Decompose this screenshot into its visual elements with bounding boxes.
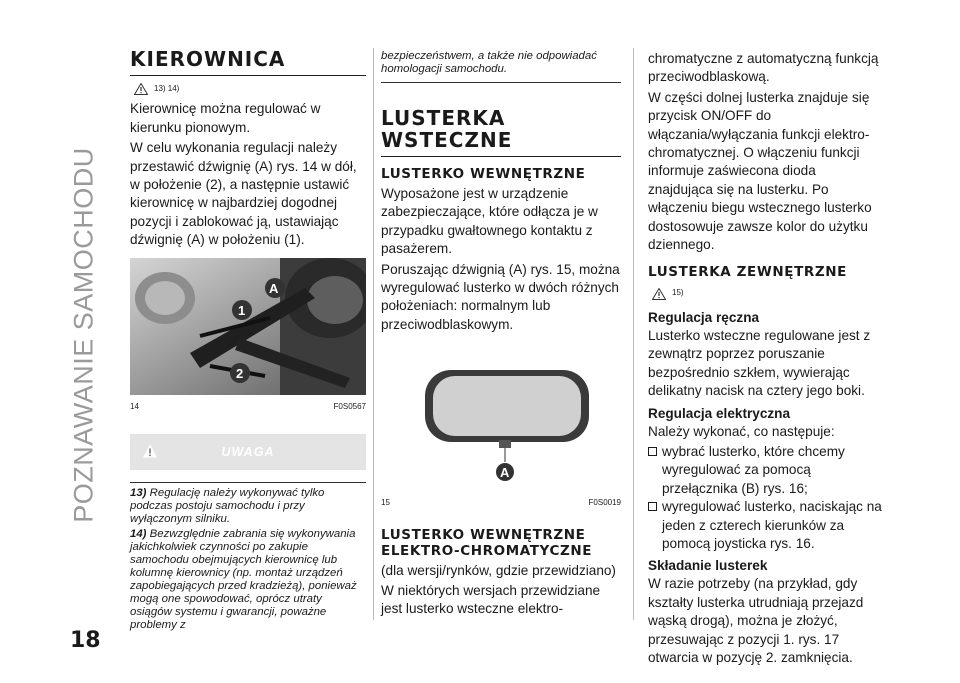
figure-number: 14 (130, 401, 139, 411)
callout-label-1: 1 (238, 302, 246, 318)
steering-column-illustration (130, 258, 366, 395)
column-exterior-mirrors (648, 50, 884, 669)
section-heading-exterior-mirrors: LUSTERKA ZEWNĘTRZNE (648, 264, 847, 281)
subheading-manual-adjust: Regulacja ręczna (648, 309, 760, 325)
subheading-folding: Składanie lusterek (648, 558, 768, 574)
note-number: 13) (130, 487, 147, 500)
callout-label-a: A (500, 465, 510, 481)
paragraph: chromatyczne z automatyczną funkcją przeciwodblaskową. (648, 51, 879, 85)
warning-notes (130, 482, 366, 632)
paragraph: Kierownicę można regulować w kierunku pionowym. (130, 101, 321, 135)
column-separator (633, 48, 634, 620)
note-text: Regulację należy wykonywać tylko podczas postoju samochodu i przy wyłączonym silniku. (130, 487, 325, 526)
heading-rule (381, 156, 621, 157)
list-item: wybrać lusterko, które chcemy wyregulować za pomocą przełącznika (B) rys. 16; (648, 443, 884, 498)
paragraph: W razie potrzeby (na przykład, gdy kształty lusterka utrudniają przejazd wąską drogą), można je złożyć, przesuwając z pozycji 1. rys. 17 otwarcia w pozycję 2. zamknięcia. (648, 576, 864, 665)
warning-triangle-icon (652, 288, 666, 300)
warning-refs: 15) (652, 284, 884, 302)
warning-box-header (130, 434, 366, 470)
paragraph: W celu wykonania regulacji należy przestawić dźwignię (A) rys. 14 w dół, w położenie (2), a następnie ustawić kierownicę w najbardziej dogodnej pozycji i zablokować ją, ustawiając dźwignię (A) w położeniu (1). (130, 140, 357, 248)
section-heading-mirrors: LUSTERKA WSTECZNE (381, 106, 513, 152)
callout-label-2: 2 (236, 365, 244, 381)
column-separator (373, 48, 374, 620)
paragraph: W niektórych wersjach przewidziane jest lusterko wsteczne elektro- (381, 583, 601, 617)
section-heading-steering: KIEROWNICA (130, 47, 286, 71)
figure-code: F0S0567 (333, 401, 366, 411)
paragraph: W części dolnej lusterka znajduje się przycisk ON/OFF do włączania/wyłączania funkcji elektro-chromatycznej. O włączeniu funkcji informuje zaświecona dioda znajdująca się na lusterku. Po włączeniu biegu wstecznego lusterko dostosowuje zawsze kolor do użytku dziennego. (648, 89, 872, 253)
subheading-electrochromatic-mirror: LUSTERKO WEWNĘTRZNE ELEKTRO-CHROMATYCZNE (381, 526, 593, 559)
figure-code: F0S0019 (588, 498, 621, 508)
page-number: 18 (70, 628, 101, 653)
callout-label-a: A (269, 280, 279, 296)
subheading-electric-adjust: Regulacja elektryczna (648, 405, 791, 421)
figure-steering-lever (130, 258, 366, 395)
warning-title: UWAGA (221, 444, 275, 459)
warning-refs: 13) 14) (134, 80, 366, 98)
checkbox-bullet-icon (648, 447, 657, 456)
column-mirrors (381, 50, 621, 621)
paragraph: Należy wykonać, co następuje: (648, 423, 835, 439)
list-item: wyregulować lusterko, naciskając na jeden z czterech kierunków za pomocą joysticka rys. 16. (648, 498, 884, 553)
figure-caption (130, 398, 366, 416)
paragraph: (dla wersji/rynków, gdzie przewidziano) (381, 562, 616, 578)
note-number: 14) (130, 528, 147, 541)
note-text: Bezwzględnie zabrania się wykonywania jakichkolwiek czynności po zakupie samochodu obejmujących kierownicę lub kolumnę kierownicy (np. montaż urządzeń zapobiegających przed kradzieżą), ponieważ mogą one spowodować, oprócz utraty osiągów systemu i gwarancji, poważne problemy z (130, 528, 357, 632)
figure-caption (381, 494, 621, 512)
column-steering (130, 48, 366, 634)
paragraph: Lusterko wsteczne regulowane jest z zewnątrz poprzez poruszanie bezpośrednio szkłem, wywierając delikatny nacisk na cztery jego boki. (648, 327, 871, 399)
checkbox-bullet-icon (648, 502, 657, 511)
figure-interior-mirror (381, 354, 621, 491)
subheading-interior-mirror: LUSTERKO WEWNĘTRZNE (381, 166, 586, 182)
figure-number: 15 (381, 498, 390, 508)
paragraph: Poruszając dźwignią (A) rys. 15, można wyregulować lusterko w dwóch różnych położeniach: normalnym lub przeciwodblaskowym. (381, 261, 620, 332)
heading-rule (130, 75, 366, 76)
warning-triangle-icon (134, 83, 148, 95)
continued-note: bezpieczeństwem, a także nie odpowiadać homologacji samochodu. (381, 50, 621, 83)
warning-triangle-icon (142, 443, 158, 459)
paragraph: Wyposażone jest w urządzenie zabezpieczające, które odłącza je w przypadku gwałtownego kontaktu z pasażerem. (381, 186, 598, 257)
